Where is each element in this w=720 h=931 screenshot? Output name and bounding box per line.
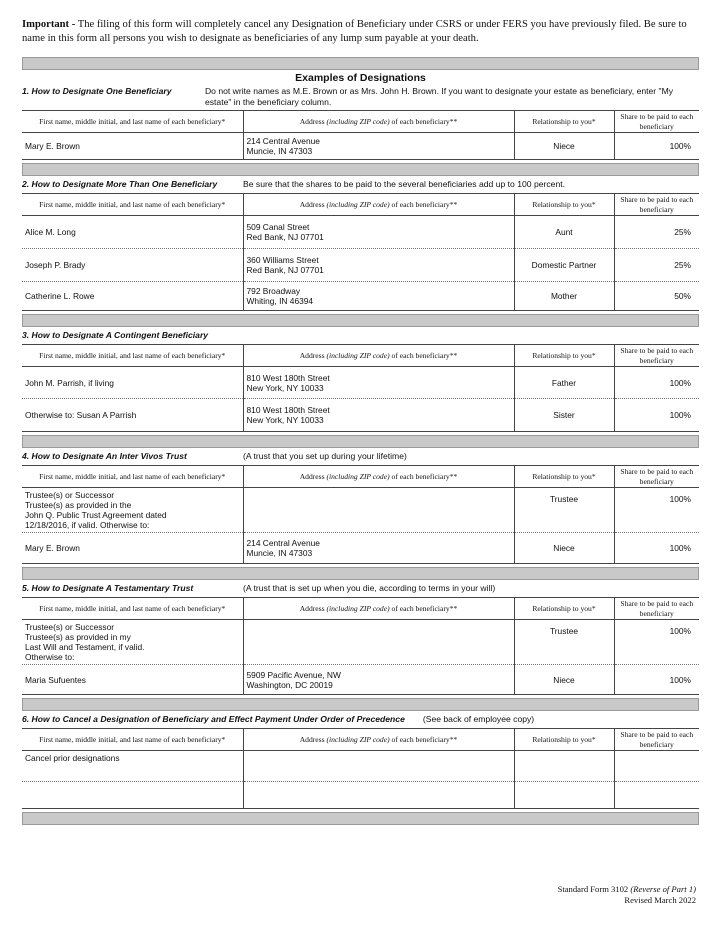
gray-divider (22, 163, 699, 176)
beneficiary-address (243, 488, 514, 533)
beneficiary-name: Trustee(s) or Successor Trustee(s) as provided in the John Q. Public Trust Agreement dated 12/18/2016, if valid. Otherwise to: (22, 488, 243, 533)
relationship: Father (514, 367, 614, 399)
gray-divider (22, 435, 699, 448)
sections-container (22, 86, 699, 825)
table-row (22, 133, 699, 160)
col-header-address: Address (including ZIP code) of each beneficiary** (243, 466, 514, 488)
beneficiary-name: Mary E. Brown (22, 133, 243, 160)
table-row (22, 620, 699, 665)
beneficiary-address (243, 282, 514, 311)
revised-date: Revised March 2022 (624, 894, 696, 905)
col-header-relationship: Relationship to you* (514, 598, 614, 620)
relationship: Trustee (514, 620, 614, 665)
table-row (22, 751, 699, 782)
col-header-share: Share to be paid to each beneficiary (614, 345, 699, 367)
col-header-address: Address (including ZIP code) of each beneficiary** (243, 598, 514, 620)
relationship (514, 782, 614, 809)
table-header-row (22, 194, 699, 216)
address-line-2: New York, NY 10033 (246, 382, 324, 393)
beneficiary-table (22, 110, 699, 160)
table-row (22, 282, 699, 311)
table-row (22, 488, 699, 533)
relationship (514, 751, 614, 782)
beneficiary-table (22, 465, 699, 564)
beneficiary-name: Alice M. Long (22, 216, 243, 249)
address-line-2: Washington, DC 20019 (246, 679, 333, 690)
beneficiary-address (243, 133, 514, 160)
address-line-1: 214 Central Avenue (246, 538, 320, 548)
beneficiary-name: Cancel prior designations (22, 751, 243, 782)
table-row (22, 665, 699, 695)
examples-form (22, 57, 699, 825)
relationship: Niece (514, 665, 614, 695)
col-header-name: First name, middle initial, and last name of each beneficiary* (22, 194, 243, 216)
col-header-share: Share to be paid to each beneficiary (614, 598, 699, 620)
table-header-row (22, 598, 699, 620)
beneficiary-name: Trustee(s) or Successor Trustee(s) as provided in my Last Will and Testament, if valid. Otherwise to: (22, 620, 243, 665)
col-header-address: Address (including ZIP code) of each beneficiary** (243, 194, 514, 216)
col-header-share: Share to be paid to each beneficiary (614, 111, 699, 133)
col-header-name: First name, middle initial, and last name of each beneficiary* (22, 345, 243, 367)
beneficiary-name: Joseph P. Brady (22, 249, 243, 282)
relationship: Niece (514, 133, 614, 160)
section-title: 4. How to Designate An Inter Vivos Trust (22, 451, 187, 461)
table-row (22, 533, 699, 564)
beneficiary-address (243, 399, 514, 432)
relationship: Domestic Partner (514, 249, 614, 282)
beneficiary-name: Maria Sufuentes (22, 665, 243, 695)
form-number: Standard Form 3102 (Reverse of Part 1) (557, 884, 696, 894)
important-text: The filing of this form will completely cancel any Designation of Beneficiary under CSRS or under FERS you have previously filed. Be sure to name in this form all persons you wish to designate as beneficiaries of any lump sum payable at your death. (22, 19, 687, 44)
share: 100% (614, 533, 699, 564)
beneficiary-name: Mary E. Brown (22, 533, 243, 564)
table-header-row (22, 466, 699, 488)
col-header-share: Share to be paid to each beneficiary (614, 466, 699, 488)
beneficiary-name: John M. Parrish, if living (22, 367, 243, 399)
gray-divider (22, 812, 699, 825)
address-line-2: New York, NY 10033 (246, 415, 324, 425)
section-heading (22, 86, 699, 110)
col-header-relationship: Relationship to you* (514, 729, 614, 751)
col-header-name: First name, middle initial, and last name of each beneficiary* (22, 598, 243, 620)
beneficiary-name (22, 782, 243, 809)
section-heading (22, 583, 699, 597)
relationship: Sister (514, 399, 614, 432)
share: 25% (614, 216, 699, 249)
share: 100% (614, 133, 699, 160)
relationship: Mother (514, 282, 614, 311)
col-header-relationship: Relationship to you* (514, 194, 614, 216)
address-line-1: 810 West 180th Street (246, 405, 330, 415)
beneficiary-table (22, 597, 699, 695)
col-header-relationship: Relationship to you* (514, 466, 614, 488)
share: 25% (614, 249, 699, 282)
share (614, 782, 699, 809)
section-title: 2. How to Designate More Than One Beneficiary (22, 179, 218, 189)
examples-title: Examples of Designations (295, 72, 426, 84)
beneficiary-table (22, 344, 699, 432)
col-header-name: First name, middle initial, and last name of each beneficiary* (22, 729, 243, 751)
beneficiary-address (243, 367, 514, 399)
address-line-1: 360 Williams Street (246, 255, 319, 265)
share: 50% (614, 282, 699, 311)
share: 100% (614, 665, 699, 695)
share: 100% (614, 488, 699, 533)
col-header-relationship: Relationship to you* (514, 111, 614, 133)
address-line-2: Muncie, IN 47303 (246, 146, 313, 156)
section-note: (A trust that is set up when you die, according to terms in your will) (243, 583, 496, 593)
col-header-address: Address (including ZIP code) of each beneficiary** (243, 111, 514, 133)
address-line-2: Red Bank, NJ 07701 (246, 265, 324, 275)
form-footer (558, 884, 696, 905)
gray-divider (22, 567, 699, 580)
beneficiary-table (22, 193, 699, 311)
beneficiary-address (243, 782, 514, 809)
table-row (22, 216, 699, 249)
gray-divider (22, 314, 699, 327)
table-header-row (22, 729, 699, 751)
share: 100% (614, 620, 699, 665)
share: 100% (614, 399, 699, 432)
section-note: Be sure that the shares to be paid to the several beneficiaries add up to 100 percent. (243, 179, 565, 189)
beneficiary-name: Otherwise to: Susan A Parrish (22, 399, 243, 432)
address-line-1: 5909 Pacific Avenue, NW (246, 669, 341, 680)
beneficiary-address (243, 620, 514, 665)
table-row (22, 399, 699, 432)
col-header-share: Share to be paid to each beneficiary (614, 729, 699, 751)
gray-divider (22, 698, 699, 711)
share: 100% (614, 367, 699, 399)
relationship: Niece (514, 533, 614, 564)
address-line-1: 810 West 180th Street (246, 372, 330, 383)
beneficiary-address (243, 751, 514, 782)
table-row (22, 367, 699, 399)
table-header-row (22, 111, 699, 133)
relationship: Trustee (514, 488, 614, 533)
relationship: Aunt (514, 216, 614, 249)
address-line-2: Muncie, IN 47303 (246, 548, 313, 558)
col-header-name: First name, middle initial, and last name of each beneficiary* (22, 111, 243, 133)
section-title: 5. How to Designate A Testamentary Trust (22, 583, 194, 593)
section-title: 6. How to Cancel a Designation of Beneficiary and Effect Payment Under Order of Precedence (22, 714, 405, 724)
share (614, 751, 699, 782)
table-row (22, 782, 699, 809)
section-note: (A trust that you set up during your lifetime) (243, 451, 407, 461)
beneficiary-address (243, 249, 514, 282)
section-heading (22, 451, 699, 465)
col-header-share: Share to be paid to each beneficiary (614, 194, 699, 216)
address-line-1: 792 Broadway (246, 286, 301, 296)
col-header-relationship: Relationship to you* (514, 345, 614, 367)
important-notice (22, 18, 700, 45)
col-header-address: Address (including ZIP code) of each beneficiary** (243, 345, 514, 367)
address-line-1: 214 Central Avenue (246, 136, 320, 146)
section-note: Do not write names as M.E. Brown or as Mrs. John H. Brown. If you want to designate your estate as beneficiary, enter "My estate" in the beneficiary column. (204, 86, 674, 107)
important-label: Important - (22, 19, 76, 30)
section-note: (See back of employee copy) (422, 714, 535, 724)
address-line-2: Whiting, IN 46394 (246, 296, 314, 306)
section-title: 1. How to Designate One Beneficiary (22, 86, 172, 96)
col-header-name: First name, middle initial, and last name of each beneficiary* (22, 466, 243, 488)
col-header-address: Address (including ZIP code) of each beneficiary** (243, 729, 514, 751)
address-line-2: Red Bank, NJ 07701 (246, 232, 324, 242)
beneficiary-table (22, 728, 699, 809)
section-heading (22, 179, 699, 193)
gray-divider (22, 57, 699, 70)
section-heading (22, 714, 699, 728)
table-row (22, 249, 699, 282)
beneficiary-address (243, 216, 514, 249)
table-header-row (22, 345, 699, 367)
section-title: 3. How to Designate A Contingent Beneficiary (22, 330, 209, 340)
beneficiary-name: Catherine L. Rowe (22, 282, 243, 311)
section-heading (22, 330, 699, 344)
beneficiary-address (243, 533, 514, 564)
address-line-1: 509 Canal Street (246, 222, 310, 232)
beneficiary-address (243, 665, 514, 695)
